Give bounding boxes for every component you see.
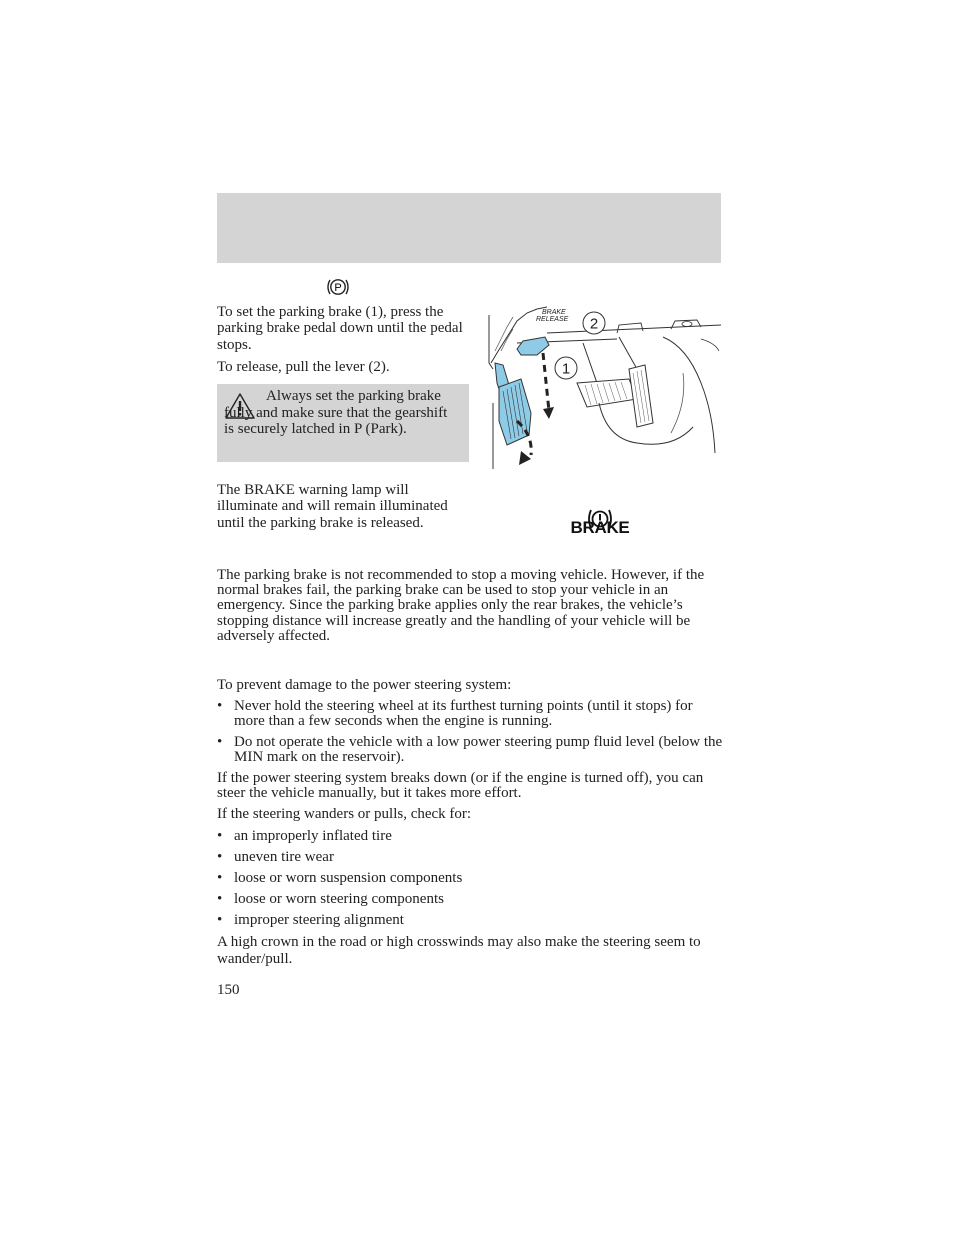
brake-release-label-line1: BRAKE	[542, 309, 566, 316]
crown-text: A high crown in the road or high crosswinds may also make the steering seem to wander/pull.	[217, 934, 701, 967]
bullet-text: uneven tire wear	[234, 849, 334, 865]
bullet-text: an improperly inflated tire	[234, 828, 392, 844]
list-item	[217, 829, 723, 845]
steering-breakdown-text: If the power steering system breaks down (or if the engine is turned off), you can steer the vehicle manually, but it takes more effort.	[217, 770, 704, 802]
parking-brake-pedal-illustration	[487, 303, 721, 471]
list-item	[217, 871, 723, 887]
warning-text-block	[224, 388, 460, 438]
warning-text: Always set the parking brake fully and make sure that the gearshift is securely latched in P (Park).	[224, 388, 448, 437]
bullet-dot: •	[217, 698, 223, 714]
moving-vehicle-text: The parking brake is not recommended to stop a moving vehicle. However, if the normal brakes fail, the parking brake can be used to stop your vehicle in an emergency. Since the parking brake applies only the rear brakes, the vehicle’s stopping distance will increase greatly and the handling of your vehicle will be adversely affected.	[217, 567, 705, 644]
bullet-dot: •	[217, 734, 223, 750]
list-item	[217, 913, 723, 929]
list-item	[217, 699, 723, 731]
release-parking-brake-text: To release, pull the lever (2).	[217, 359, 390, 375]
bullet-dot: •	[217, 828, 223, 844]
brake-lamp-text: The BRAKE warning lamp will illuminate and will remain illuminated until the parking brake is released.	[217, 482, 448, 531]
page-number: 150	[217, 982, 240, 998]
list-item	[217, 850, 723, 866]
bullet-dot: •	[217, 891, 223, 907]
brake-release-label-line2: RELEASE	[536, 316, 569, 323]
bullet-text: loose or worn steering components	[234, 891, 444, 907]
bullet-dot: •	[217, 870, 223, 886]
list-item	[217, 735, 723, 767]
bullet-dot: •	[217, 912, 223, 928]
list-item	[217, 892, 723, 908]
callout-1: 1	[561, 360, 571, 378]
steering-wander-intro: If the steering wanders or pulls, check for:	[217, 806, 472, 822]
bullet-text: loose or worn suspension components	[234, 870, 463, 886]
bullet-text: improper steering alignment	[234, 912, 404, 928]
p-letter: P	[334, 282, 342, 294]
bullet-dot: •	[217, 849, 223, 865]
section-header-band	[217, 193, 721, 263]
bullet-text: Never hold the steering wheel at its furthest turning points (until it stops) for more than a few seconds when the engine is running.	[234, 698, 693, 730]
brake-lamp-label: BRAKE	[570, 518, 630, 537]
callout-2: 2	[589, 315, 599, 333]
bullet-text: Do not operate the vehicle with a low power steering pump fluid level (below the MIN mark on the reservoir).	[234, 734, 723, 766]
steering-intro: To prevent damage to the power steering system:	[217, 677, 512, 693]
parking-brake-p-icon	[326, 277, 350, 297]
set-parking-brake-text: To set the parking brake (1), press the parking brake pedal down until the pedal stops.	[217, 304, 463, 353]
